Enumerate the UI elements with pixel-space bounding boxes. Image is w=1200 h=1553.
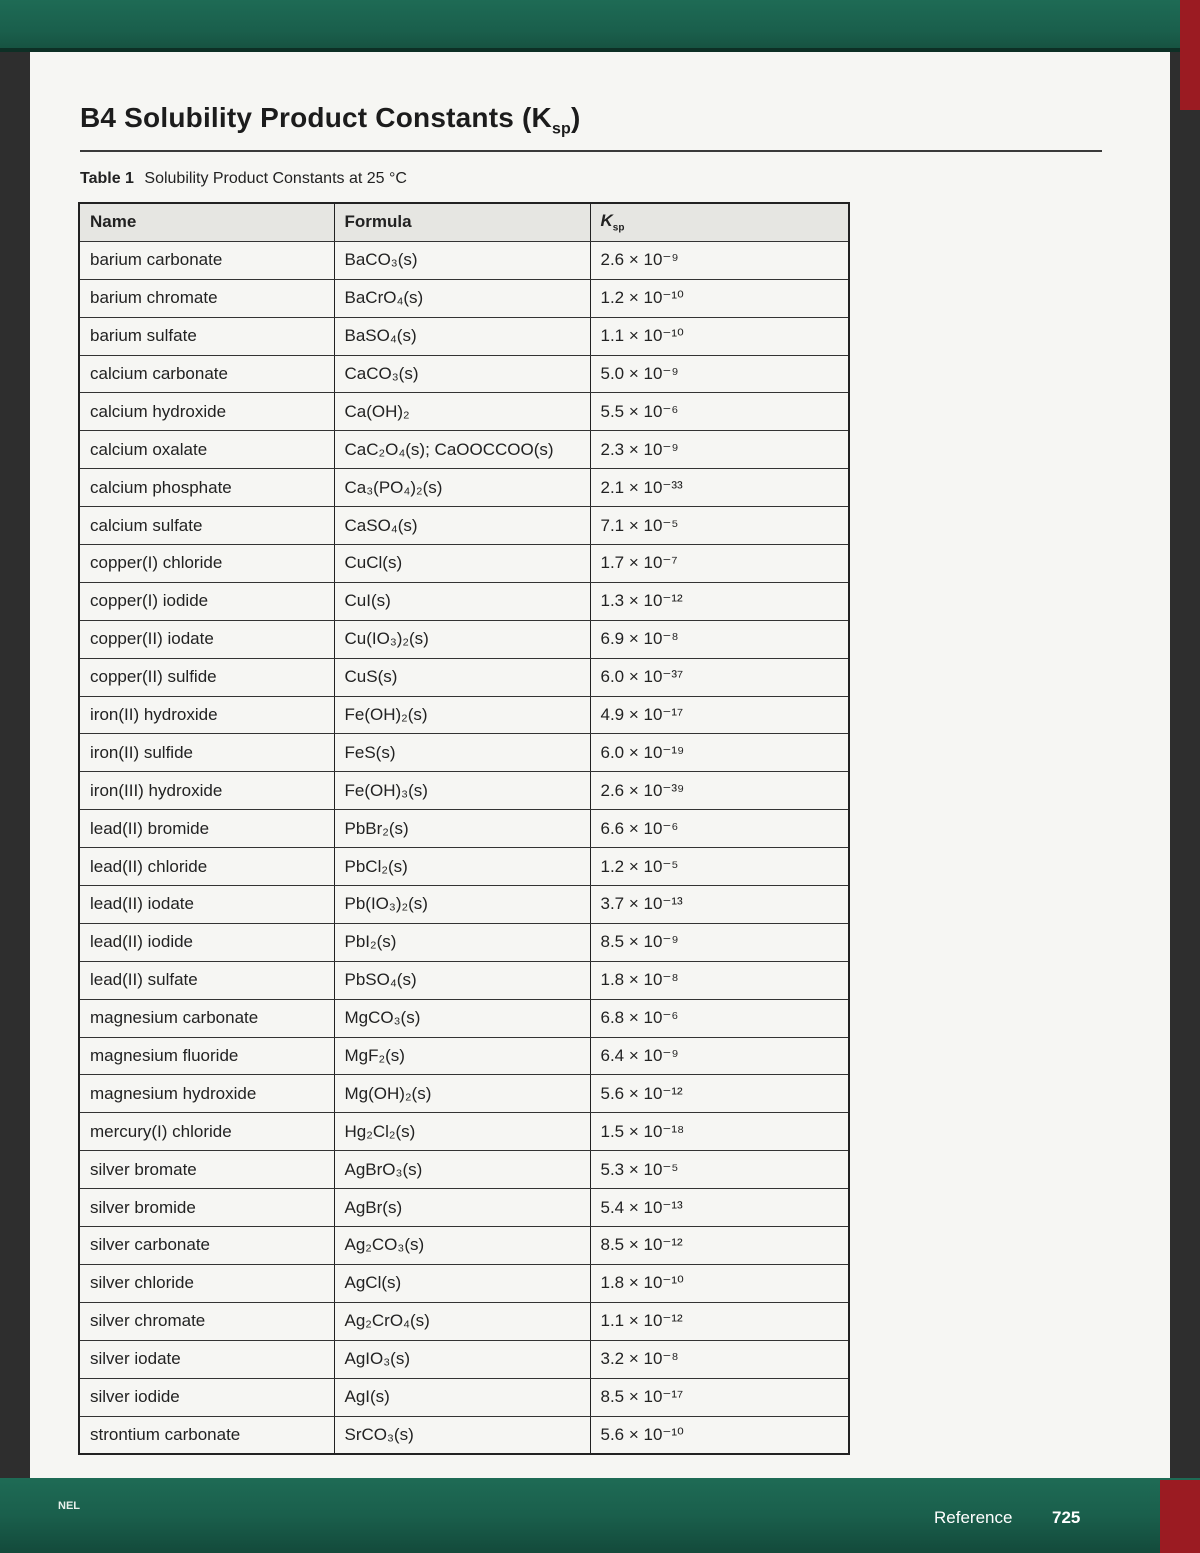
cell-ksp: 2.6 × 10⁻³⁹ [590,772,849,810]
top-band-rule [0,48,1180,52]
table-row [79,1037,849,1075]
cell-formula: Ag₂CrO₄(s) [334,1302,590,1340]
table-row [79,1113,849,1151]
table-row [79,1264,849,1302]
cell-ksp: 8.5 × 10⁻¹² [590,1227,849,1265]
cell-ksp: 5.4 × 10⁻¹³ [590,1189,849,1227]
cell-name: silver chloride [79,1264,334,1302]
cell-formula: MgF₂(s) [334,1037,590,1075]
cell-name: magnesium carbonate [79,999,334,1037]
table-row [79,923,849,961]
cell-ksp: 6.0 × 10⁻³⁷ [590,658,849,696]
cell-formula: PbBr₂(s) [334,810,590,848]
cell-ksp: 3.2 × 10⁻⁸ [590,1340,849,1378]
cell-name: calcium oxalate [79,431,334,469]
cell-name: copper(II) iodate [79,620,334,658]
cell-formula: AgCl(s) [334,1264,590,1302]
cell-formula: Ca₃(PO₄)₂(s) [334,469,590,507]
table-row [79,1075,849,1113]
cell-formula: CaCO₃(s) [334,355,590,393]
cell-ksp: 1.5 × 10⁻¹⁸ [590,1113,849,1151]
cell-name: silver chromate [79,1302,334,1340]
cell-formula: Fe(OH)₃(s) [334,772,590,810]
cell-ksp: 1.2 × 10⁻⁵ [590,848,849,886]
table-row [79,734,849,772]
column-header-name: Name [79,203,334,241]
table-row [79,1189,849,1227]
cell-formula: AgIO₃(s) [334,1340,590,1378]
cell-ksp: 1.1 × 10⁻¹² [590,1302,849,1340]
cell-formula: PbCl₂(s) [334,848,590,886]
cell-name: lead(II) iodide [79,923,334,961]
cell-formula: Ag₂CO₃(s) [334,1227,590,1265]
ksp-symbol: K [600,211,613,231]
table-row [79,1227,849,1265]
cell-name: copper(II) sulfide [79,658,334,696]
cell-name: silver bromide [79,1189,334,1227]
cell-formula: PbI₂(s) [334,923,590,961]
cell-name: iron(II) hydroxide [79,696,334,734]
cell-name: silver bromate [79,1151,334,1189]
table-row [79,1378,849,1416]
cell-formula: CaSO₄(s) [334,507,590,545]
cell-formula: CuI(s) [334,582,590,620]
cell-ksp: 2.1 × 10⁻³³ [590,469,849,507]
table-row [79,1151,849,1189]
cell-ksp: 1.1 × 10⁻¹⁰ [590,317,849,355]
title-underline [80,150,1102,152]
cell-name: silver carbonate [79,1227,334,1265]
cell-name: lead(II) chloride [79,848,334,886]
cell-formula: CaC₂O₄(s); CaOOCCOO(s) [334,431,590,469]
table-row [79,469,849,507]
cell-ksp: 2.3 × 10⁻⁹ [590,431,849,469]
table-row [79,696,849,734]
cell-formula: CuCl(s) [334,545,590,583]
cell-name: iron(II) sulfide [79,734,334,772]
cell-name: barium chromate [79,279,334,317]
cell-name: calcium hydroxide [79,393,334,431]
cell-formula: Ca(OH)₂ [334,393,590,431]
cell-name: lead(II) iodate [79,886,334,924]
table-row [79,772,849,810]
cell-formula: BaSO₄(s) [334,317,590,355]
cell-name: copper(I) chloride [79,545,334,583]
cell-ksp: 1.8 × 10⁻⁸ [590,961,849,999]
table-header-row [79,203,849,241]
cell-ksp: 5.6 × 10⁻¹² [590,1075,849,1113]
ksp-subscript: sp [612,222,625,234]
page-number: 725 [1052,1508,1081,1527]
table-row [79,507,849,545]
cell-ksp: 6.4 × 10⁻⁹ [590,1037,849,1075]
table-caption [80,170,407,188]
cell-formula: CuS(s) [334,658,590,696]
cell-formula: Fe(OH)₂(s) [334,696,590,734]
table-body [79,241,849,1454]
cell-formula: Mg(OH)₂(s) [334,1075,590,1113]
cell-formula: MgCO₃(s) [334,999,590,1037]
cell-name: iron(III) hydroxide [79,772,334,810]
title-close-paren: ) [571,102,581,133]
table-row [79,1416,849,1454]
right-accent-tab-bottom [1160,1480,1200,1553]
cell-formula: FeS(s) [334,734,590,772]
cell-ksp: 2.6 × 10⁻⁹ [590,241,849,279]
cell-ksp: 3.7 × 10⁻¹³ [590,886,849,924]
table-row [79,1340,849,1378]
cell-formula: PbSO₄(s) [334,961,590,999]
column-header-formula: Formula [334,203,590,241]
cell-name: magnesium fluoride [79,1037,334,1075]
table-row [79,582,849,620]
cell-name: silver iodate [79,1340,334,1378]
cell-ksp: 1.2 × 10⁻¹⁰ [590,279,849,317]
table-row [79,658,849,696]
cell-ksp: 6.8 × 10⁻⁶ [590,999,849,1037]
cell-name: calcium phosphate [79,469,334,507]
cell-ksp: 1.8 × 10⁻¹⁰ [590,1264,849,1302]
table-row [79,886,849,924]
table-row [79,999,849,1037]
cell-ksp: 4.9 × 10⁻¹⁷ [590,696,849,734]
cell-formula: AgBrO₃(s) [334,1151,590,1189]
cell-name: calcium sulfate [79,507,334,545]
table-caption-text: Solubility Product Constants at 25 °C [144,170,407,187]
publisher-mark: NEL [58,1500,80,1512]
cell-ksp: 8.5 × 10⁻⁹ [590,923,849,961]
title-subscript: sp [551,120,572,138]
cell-ksp: 5.0 × 10⁻⁹ [590,355,849,393]
cell-formula: BaCrO₄(s) [334,279,590,317]
cell-ksp: 6.6 × 10⁻⁶ [590,810,849,848]
footer-section-label: Reference [934,1508,1013,1527]
top-color-band [0,0,1200,52]
cell-name: barium carbonate [79,241,334,279]
table-caption-label: Table 1 [80,170,134,187]
cell-name: lead(II) bromide [79,810,334,848]
cell-formula: Hg₂Cl₂(s) [334,1113,590,1151]
right-accent-tab-top [1180,0,1200,110]
bottom-color-band [0,1478,1200,1553]
table-row [79,810,849,848]
cell-name: barium sulfate [79,317,334,355]
table-row [79,431,849,469]
cell-name: copper(I) iodide [79,582,334,620]
cell-ksp: 8.5 × 10⁻¹⁷ [590,1378,849,1416]
table-row [79,393,849,431]
cell-name: silver iodide [79,1378,334,1416]
cell-ksp: 5.5 × 10⁻⁶ [590,393,849,431]
cell-formula: BaCO₃(s) [334,241,590,279]
cell-formula: SrCO₃(s) [334,1416,590,1454]
table-row [79,961,849,999]
table-row [79,317,849,355]
table-row [79,848,849,886]
cell-name: strontium carbonate [79,1416,334,1454]
cell-name: lead(II) sulfate [79,961,334,999]
table-row [79,1302,849,1340]
cell-name: calcium carbonate [79,355,334,393]
cell-name: magnesium hydroxide [79,1075,334,1113]
cell-ksp: 7.1 × 10⁻⁵ [590,507,849,545]
cell-ksp: 5.6 × 10⁻¹⁰ [590,1416,849,1454]
solubility-table [78,202,850,1455]
page-title [80,102,581,139]
cell-ksp: 1.3 × 10⁻¹² [590,582,849,620]
table-row [79,241,849,279]
cell-ksp: 5.3 × 10⁻⁵ [590,1151,849,1189]
cell-formula: AgBr(s) [334,1189,590,1227]
cell-ksp: 1.7 × 10⁻⁷ [590,545,849,583]
cell-name: mercury(I) chloride [79,1113,334,1151]
column-header-ksp [590,203,849,241]
cell-formula: Pb(IO₃)₂(s) [334,886,590,924]
cell-formula: AgI(s) [334,1378,590,1416]
cell-ksp: 6.9 × 10⁻⁸ [590,620,849,658]
table-row [79,620,849,658]
cell-formula: Cu(IO₃)₂(s) [334,620,590,658]
table-row [79,355,849,393]
table-row [79,545,849,583]
table-row [79,279,849,317]
cell-ksp: 6.0 × 10⁻¹⁹ [590,734,849,772]
title-text: B4 Solubility Product Constants (K [80,102,552,133]
